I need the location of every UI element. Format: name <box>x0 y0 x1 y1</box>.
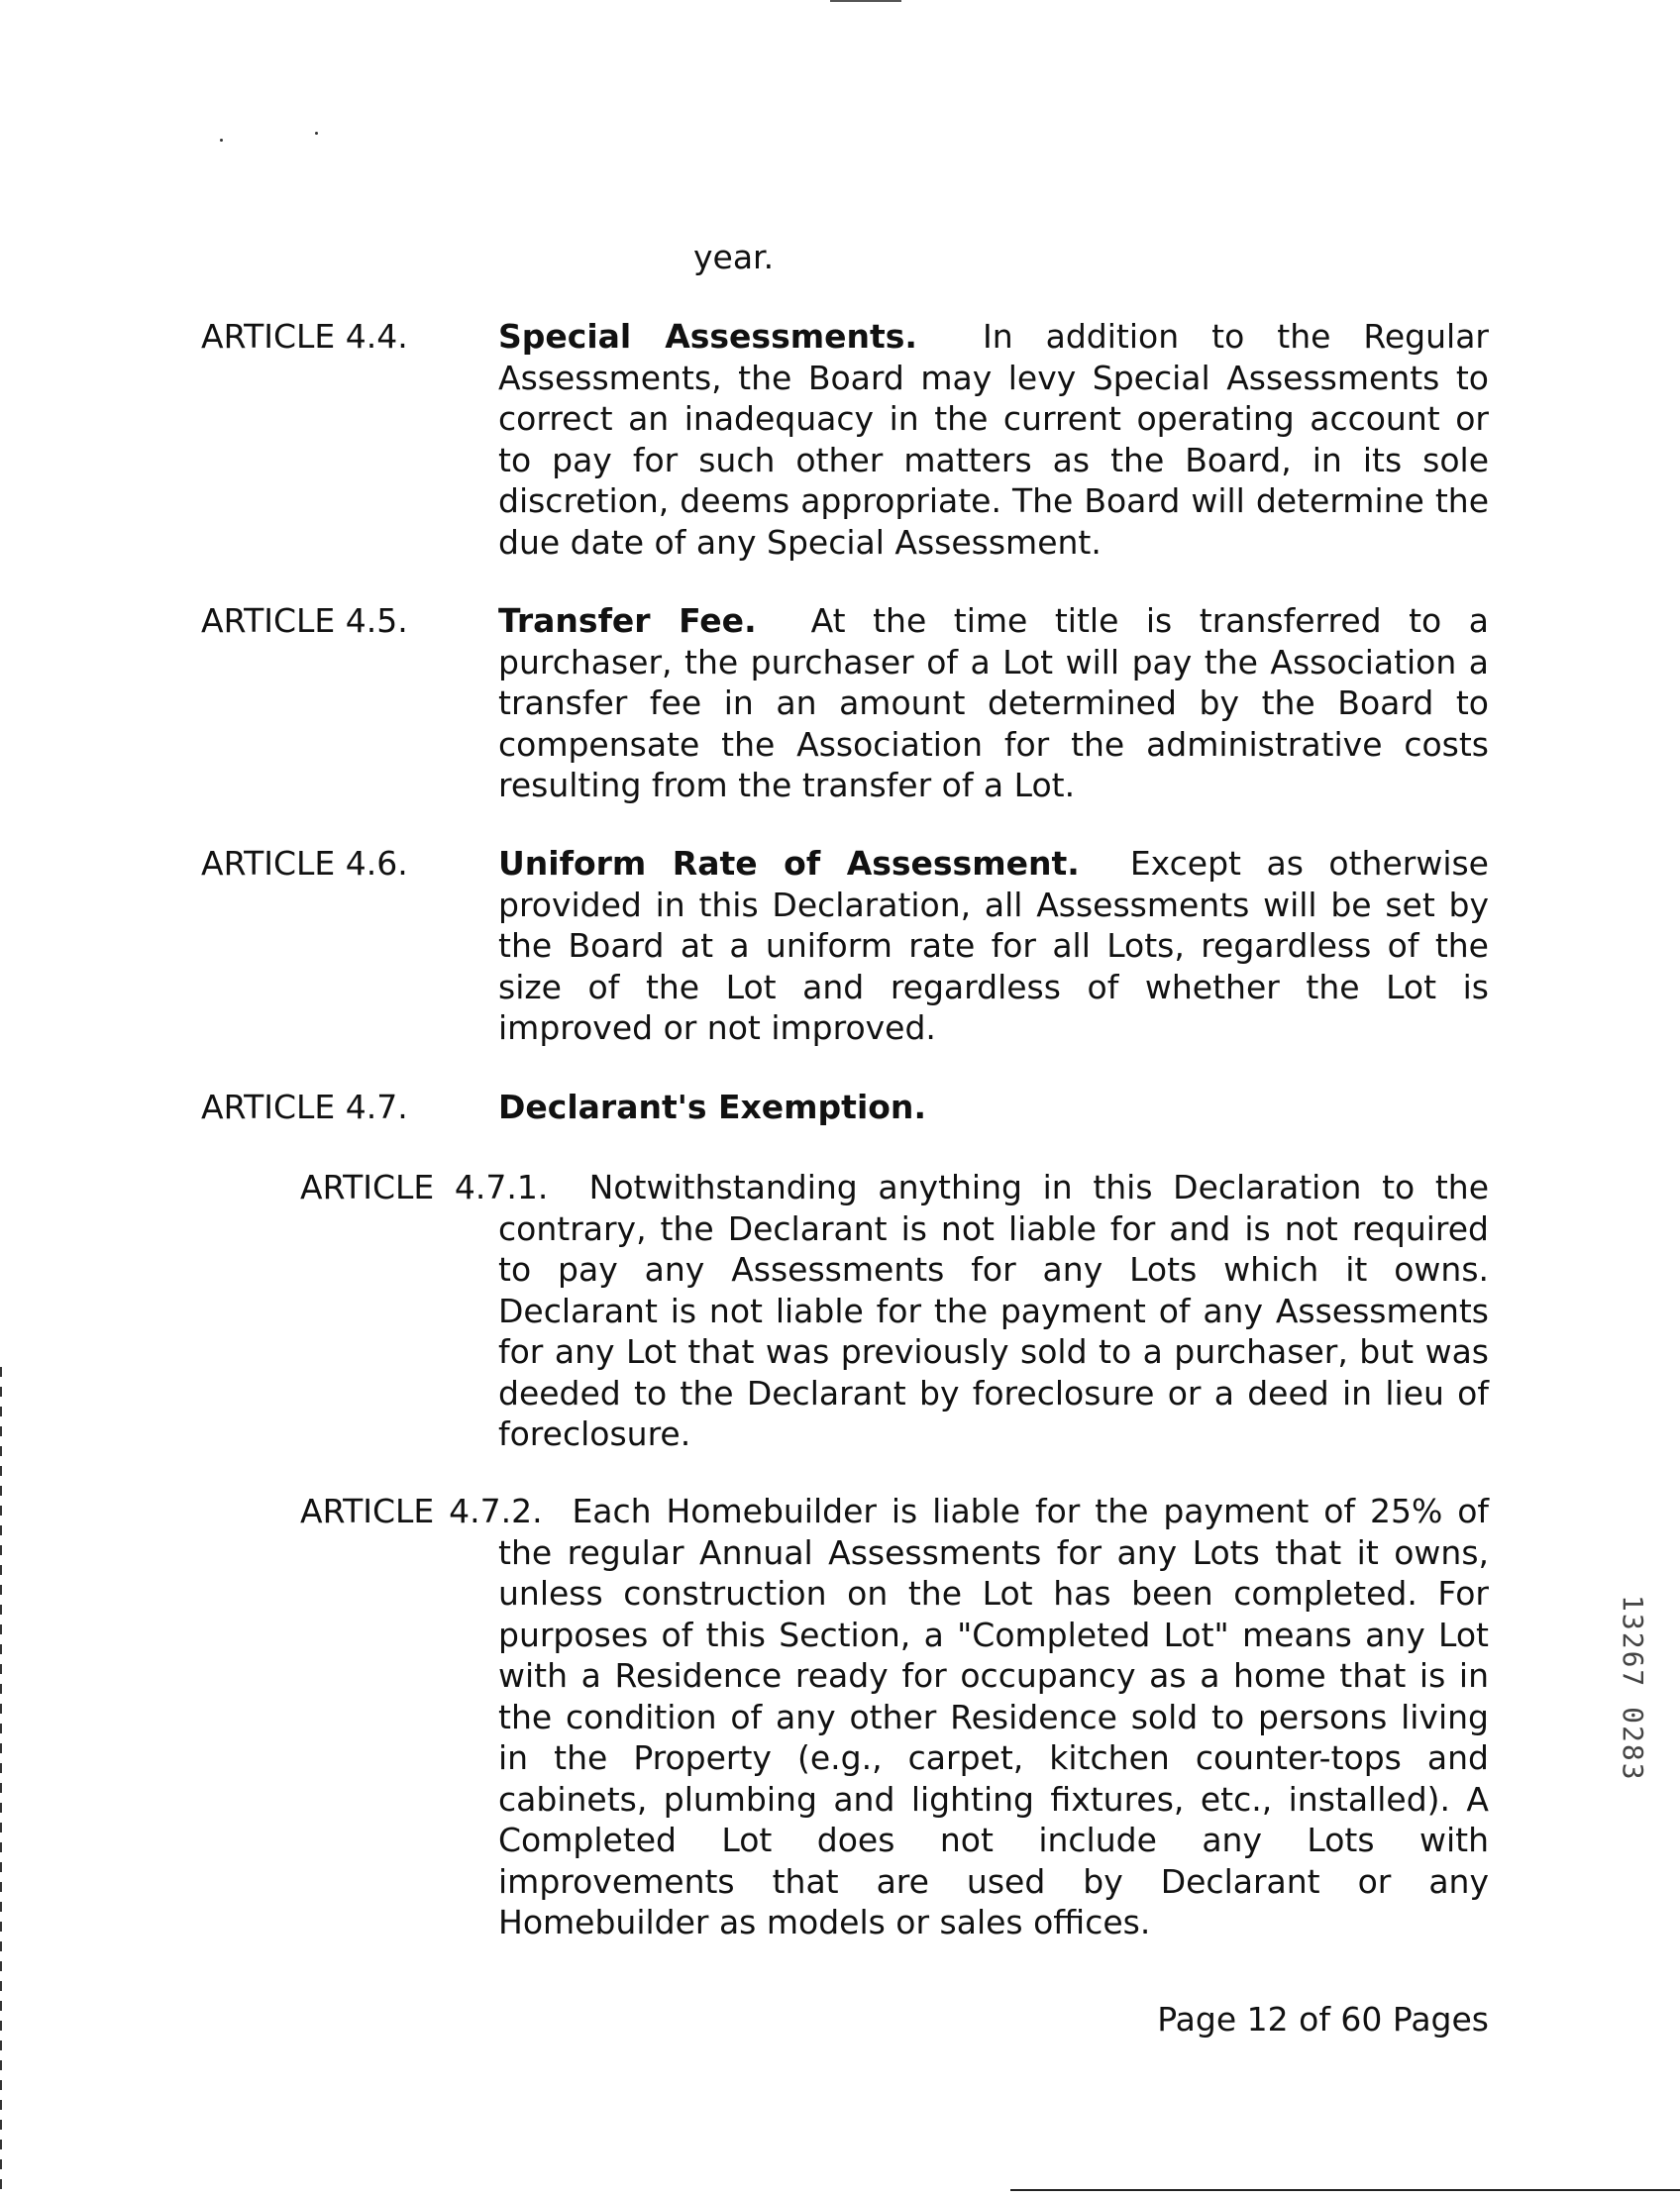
article-title: Transfer Fee <box>498 601 745 640</box>
article-body: Special Assessments. In addition to the Regular Assessments, the Board may levy Special Assessments to correct an inadequacy in the current operating account or to pay for such other matters as the Board, in its sole discretion, deems appropriate. The Board will determine the due date of any Special Assessment. <box>498 317 1489 562</box>
subarticle-4-7-2 <box>300 1491 1489 1943</box>
article-number: ARTICLE 4.4. <box>201 317 408 356</box>
article-number: ARTICLE 4.6. <box>201 844 408 883</box>
article-title: Special Assessments <box>498 317 905 356</box>
subarticle-number: ARTICLE 4.7.1. <box>300 1168 549 1206</box>
article-4-7 <box>201 1087 1489 1128</box>
subarticle-body <box>300 1491 1489 1943</box>
subarticle-text: Each Homebuilder is liable for the payment of 25% of the regular Annual Assessments for any Lots that it owns, unless construction on the Lot has been completed. For purposes of this Section, a "Completed Lot" means any Lot with a Residence ready for occupancy as a home that is in the condition of any other Residence sold to persons living in the Property (e.g., carpet, kitchen counter-tops and cabinets, plumbing and lighting fixtures, etc., installed). A Completed Lot does not include any Lots with improvements that are used by Declarant or any Homebuilder as models or sales offices. <box>498 1492 1490 1941</box>
bottom-rule <box>1010 2189 1680 2191</box>
subarticle-body <box>300 1167 1489 1455</box>
scan-speck <box>220 139 223 142</box>
article-body: Uniform Rate of Assessment. Except as otherwise provided in this Declaration, all Assessments will be set by the Board at a uniform rate for all Lots, regardless of the size of the Lot and regardless of whether the Lot is improved or not improved. <box>498 844 1489 1047</box>
subarticle-4-7-1 <box>300 1167 1489 1455</box>
article-text: In addition to the Regular Assessments, the Board may levy Special Assessments to correct an inadequacy in the current operating account or to pay for such other matters as the Board, in its sole discretion, deems appropriate. The Board will determine the due date of any Special Assessment. <box>498 317 1489 562</box>
subarticle-number: ARTICLE 4.7.2. <box>300 1492 543 1530</box>
article-4-4 <box>201 316 1489 563</box>
top-rule <box>830 0 901 2</box>
article-body: Declarant's Exemption. <box>498 1088 926 1126</box>
article-title: Uniform Rate of Assessment <box>498 844 1068 883</box>
article-text: At the time title is transferred to a purchaser, the purchaser of a Lot will pay the Association a transfer fee in an amount determined by the Board to compensate the Association for the administrative costs resulting from the transfer of a Lot. <box>498 601 1489 804</box>
article-number: ARTICLE 4.5. <box>201 601 408 640</box>
article-title: Declarant's Exemption <box>498 1088 914 1126</box>
continued-fragment: year. <box>693 238 775 276</box>
article-text: Except as otherwise provided in this Declaration, all Assessments will be set by the Board at a uniform rate for all Lots, regardless of the size of the Lot and regardless of whether the Lot is improved or not improved. <box>498 844 1489 1047</box>
article-4-6 <box>201 843 1489 1049</box>
scan-speck <box>315 132 318 135</box>
margin-recording-stamp: 13267 0283 <box>1617 1595 1649 1782</box>
page-number: Page 12 of 60 Pages <box>1157 2000 1489 2039</box>
article-number: ARTICLE 4.7. <box>201 1088 408 1126</box>
article-body: Transfer Fee. At the time title is transferred to a purchaser, the purchaser of a Lot will pay the Association a transfer fee in an amount determined by the Board to compensate the Association for the administrative costs resulting from the transfer of a Lot. <box>498 601 1489 804</box>
article-4-5 <box>201 600 1489 806</box>
scan-edge-mark <box>0 1367 2 2198</box>
subarticle-text: Notwithstanding anything in this Declaration to the contrary, the Declarant is not liable for and is not required to pay any Assessments for any Lots which it owns. Declarant is not liable for the payment of any Assessments for any Lot that was previously sold to a purchaser, but was deeded to the Declarant by foreclosure or a deed in lieu of foreclosure. <box>498 1168 1489 1453</box>
